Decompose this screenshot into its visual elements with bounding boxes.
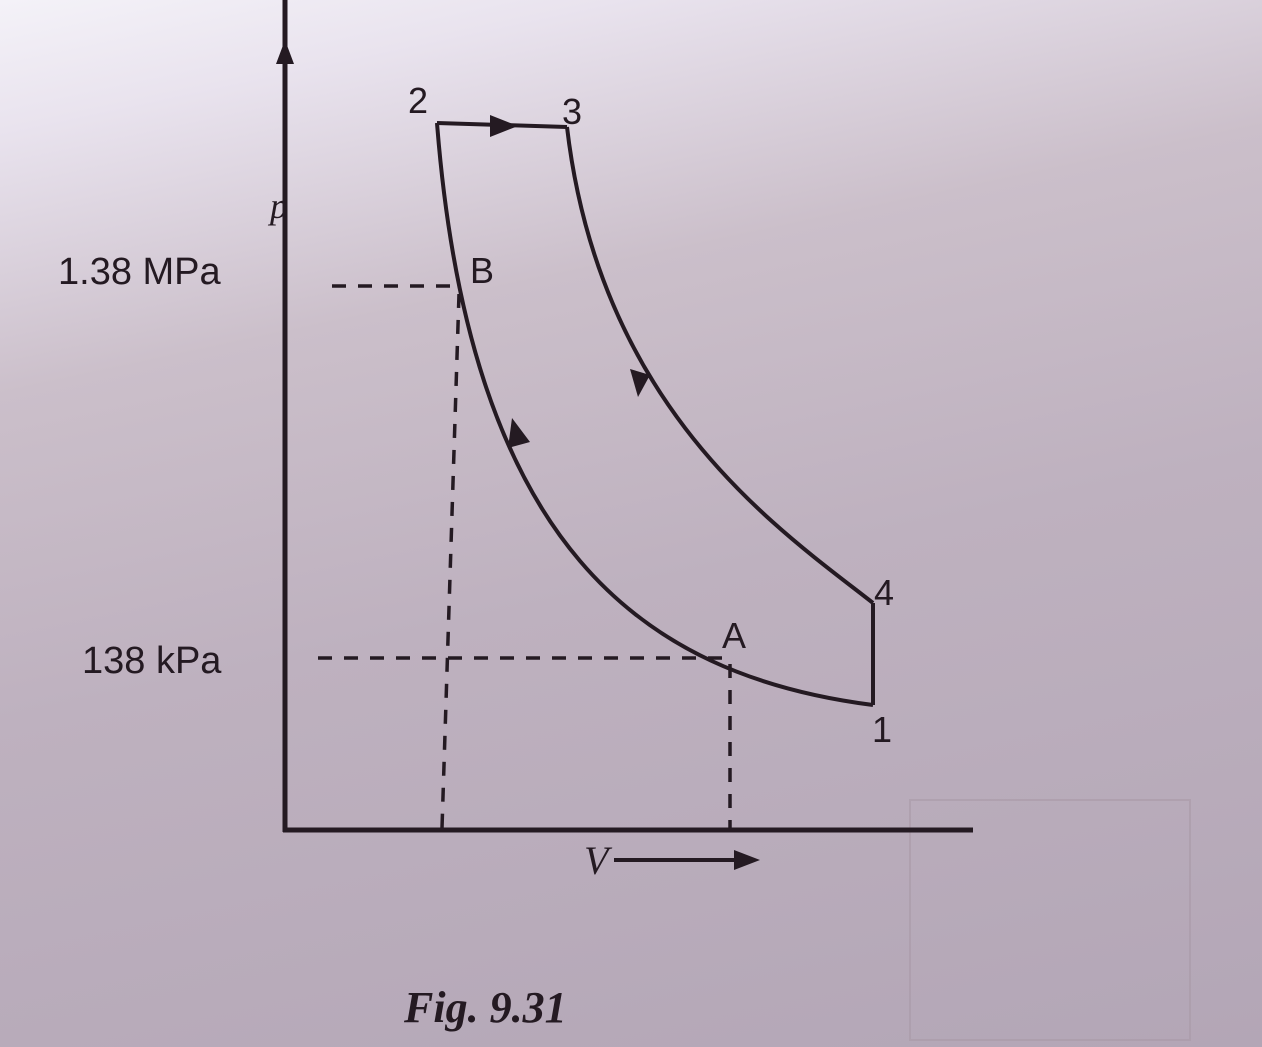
arrow-2-3 <box>490 115 518 137</box>
compression-curve-1-2 <box>437 123 873 705</box>
point-label-1: 1 <box>872 709 893 750</box>
pressure-label-low: 138 kPa <box>82 640 222 682</box>
v-axis-arrow <box>614 850 760 870</box>
v-axis-label: V <box>584 838 609 883</box>
p-axis-arrow <box>276 40 294 165</box>
dashed-line-point-b <box>442 294 459 828</box>
background-bleed-box <box>910 800 1190 1040</box>
figure-caption: Fig. 9.31 <box>404 983 567 1032</box>
pressure-label-high: 1.38 MPa <box>58 251 221 293</box>
p-axis-label: p <box>270 186 288 226</box>
point-label-3: 3 <box>562 91 583 132</box>
point-label-2: 2 <box>408 80 429 121</box>
cycle-path <box>437 123 873 705</box>
point-label-a: A <box>722 615 747 656</box>
point-label-b: B <box>470 250 495 291</box>
point-label-4: 4 <box>874 572 895 613</box>
arrow-1-2 <box>508 418 530 448</box>
dashed-reference-lines <box>318 286 730 828</box>
expansion-curve-3-4 <box>567 127 873 603</box>
